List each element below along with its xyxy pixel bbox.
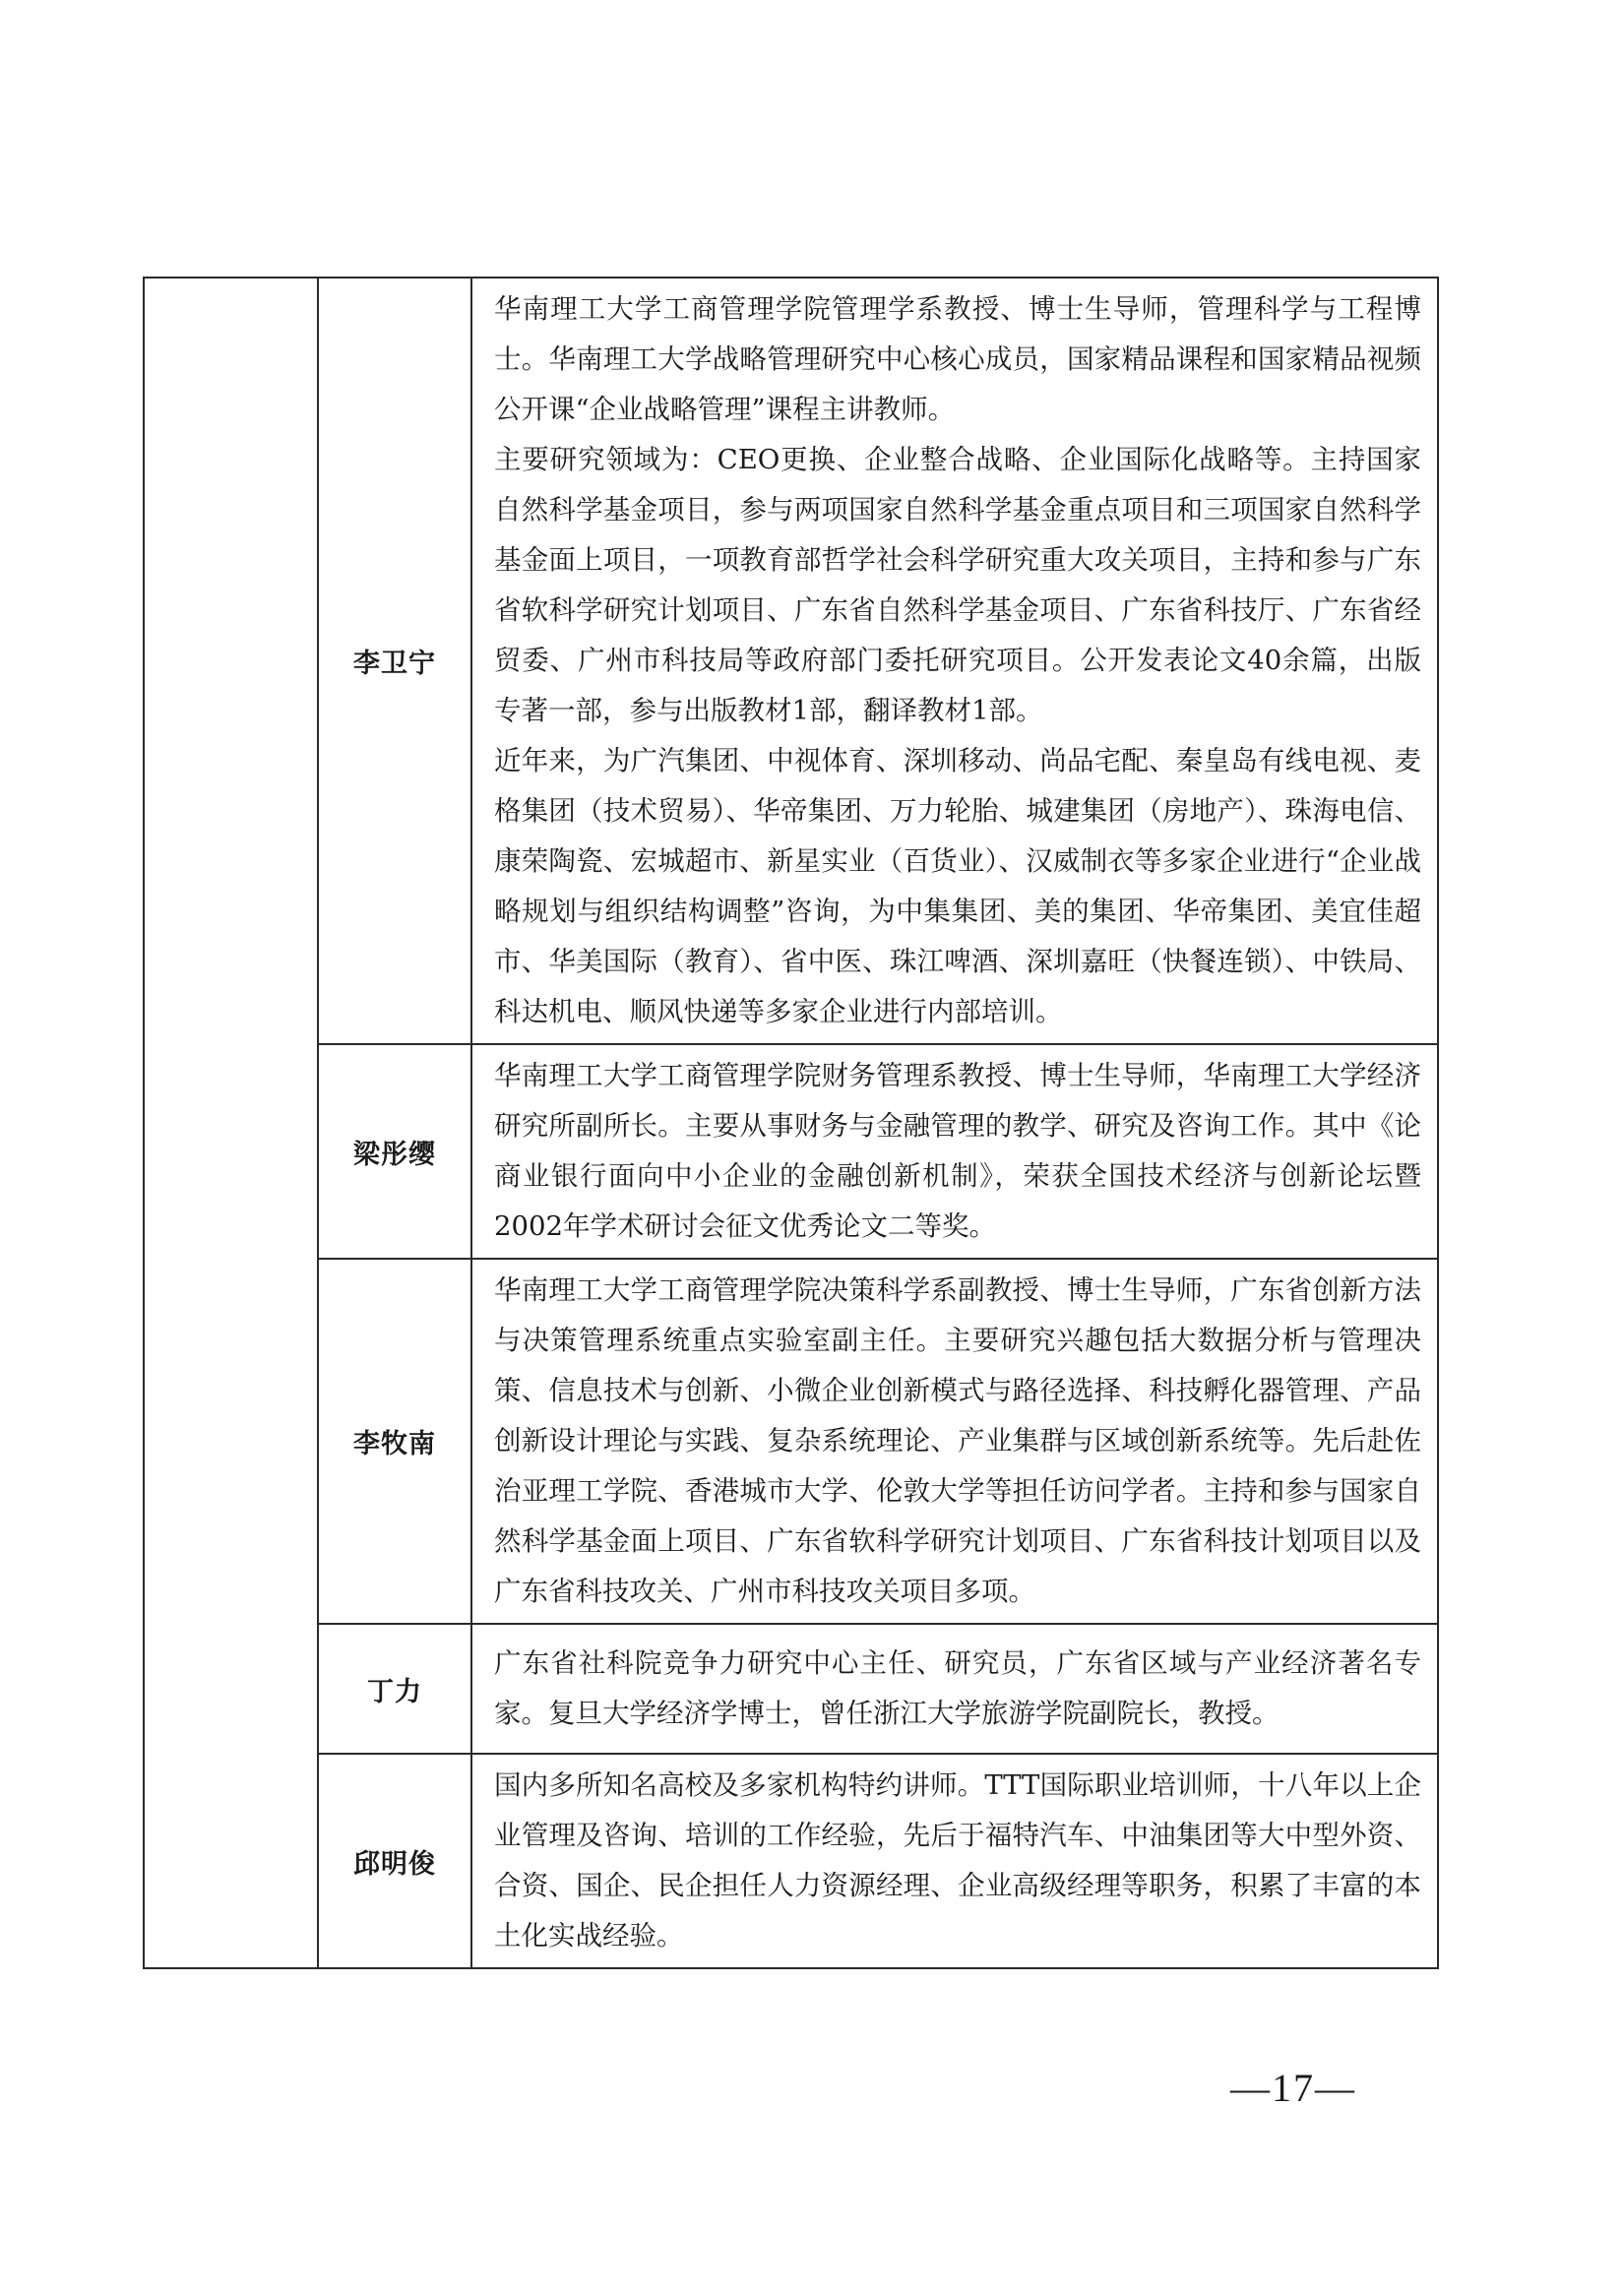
expert-name: 李卫宁 [318,278,471,1044]
bio-paragraph: 广东省社科院竞争力研究中心主任、研究员，广东省区域与产业经济著名专家。复旦大学经济学博士，曾任浙江大学旅游学院副院长，教授。 [494,1647,1421,1729]
expert-bio [471,1044,1438,1259]
expert-name: 丁力 [318,1624,471,1754]
bio-paragraph: 国内多所知名高校及多家机构特约讲师。TTT国际职业培训师，十八年以上企业管理及咨询、培训的工作经验，先后于福特汽车、中油集团等大中型外资、合资、国企、民企担任人力资源经理、企业高级经理等职务，积累了丰富的本土化实战经验。 [494,1769,1421,1952]
table-row [144,1624,1438,1754]
table-row [144,1259,1438,1624]
bio-paragraph: 华南理工大学工商管理学院决策科学系副教授、博士生导师，广东省创新方法与决策管理系统重点实验室副主任。主要研究兴趣包括大数据分析与管理决策、信息技术与创新、小微企业创新模式与路径选择、科技孵化器管理、产品创新设计理论与实践、复杂系统理论、产业集群与区域创新系统等。先后赴佐治亚理工学院、香港城市大学、伦敦大学等担任访问学者。主持和参与国家自然科学基金面上项目、广东省软科学研究计划项目、广东省科技计划项目以及广东省科技攻关、广州市科技攻关项目多项。 [494,1274,1421,1607]
expert-bio [471,1259,1438,1624]
expert-bio [471,1754,1438,1968]
expert-profile-table [143,277,1439,1969]
expert-bio [471,1624,1438,1754]
table-row [144,278,1438,1044]
table-row [144,1044,1438,1259]
bio-paragraph: 华南理工大学工商管理学院管理学系教授、博士生导师，管理科学与工程博士。华南理工大学战略管理研究中心核心成员，国家精品课程和国家精品视频公开课“企业战略管理”课程主讲教师。 [494,293,1421,425]
expert-name: 梁彤缨 [318,1044,471,1259]
expert-bio [471,278,1438,1044]
expert-name: 李牧南 [318,1259,471,1624]
bio-paragraph: 主要研究领域为：CEO更换、企业整合战略、企业国际化战略等。主持国家自然科学基金项目，参与两项国家自然科学基金重点项目和三项国家自然科学基金面上项目，一项教育部哲学社会科学研究重大攻关项目，主持和参与广东省软科学研究计划项目、广东省自然科学基金项目、广东省科技厅、广东省经贸委、广州市科技局等政府部门委托研究项目。公开发表论文40余篇，出版专著一部，参与出版教材1部，翻译教材1部。 [494,444,1421,726]
page-number: —17— [1230,2066,1356,2110]
bio-paragraph: 近年来，为广汽集团、中视体育、深圳移动、尚品宅配、秦皇岛有线电视、麦格集团（技术贸易）、华帝集团、万力轮胎、城建集团（房地产）、珠海电信、康荣陶瓷、宏城超市、新星实业（百货业）、汉威制衣等多家企业进行“企业战略规划与组织结构调整”咨询，为中集集团、美的集团、华帝集团、美宜佳超市、华美国际（教育）、省中医、珠江啤酒、深圳嘉旺（快餐连锁）、中铁局、科达机电、顺风快递等多家企业进行内部培训。 [494,745,1421,1027]
expert-name: 邱明俊 [318,1754,471,1968]
bio-paragraph: 华南理工大学工商管理学院财务管理系教授、博士生导师，华南理工大学经济研究所副所长。主要从事财务与金融管理的教学、研究及咨询工作。其中《论商业银行面向中小企业的金融创新机制》，荣获全国技术经济与创新论坛暨2002年学术研讨会征文优秀论文二等奖。 [494,1060,1421,1242]
category-cell-empty [144,278,318,1968]
table-row [144,1754,1438,1968]
